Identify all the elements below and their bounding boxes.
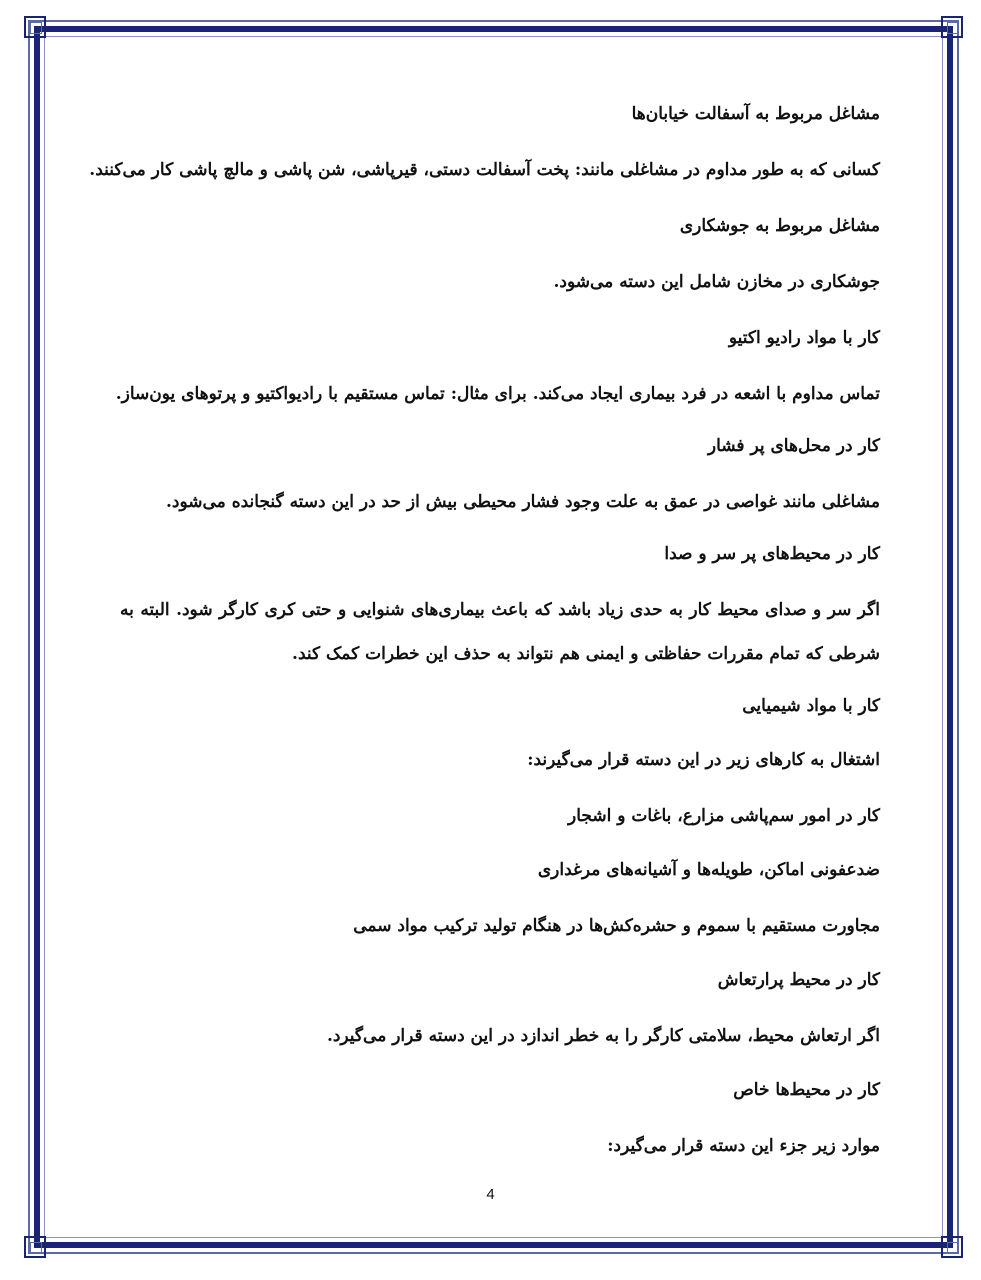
section-heading: کار در محیط‌ها خاص xyxy=(733,1080,880,1100)
section-heading: کار با مواد رادیو اکتیو xyxy=(728,328,880,348)
border-corner-ornament xyxy=(24,1236,46,1258)
body-paragraph: اگر سر و صدای محیط کار به حدی زیاد باشد که باعث بیماری‌های شنوایی و حتی کری کارگر شود. البته به شرطی که تمام مقررات حفاظتی و ایمنی هم نتواند به حذف این خطرات کمک کند. xyxy=(120,600,880,664)
page-number: 4 xyxy=(486,1186,495,1203)
section-heading: کار در محل‌های پر فشار xyxy=(707,436,880,456)
list-item: کار در امور سم‌پاشی مزارع، باغات و اشجار xyxy=(568,806,880,826)
list-item: مجاورت مستقیم با سموم و حشره‌کش‌ها در هنگام تولید ترکیب مواد سمی xyxy=(353,916,880,936)
section-heading: مشاغل مربوط به جوشکاری xyxy=(679,216,880,236)
section-heading: مشاغل مربوط به آسفالت خیابان‌ها xyxy=(631,104,880,124)
body-text: کسانی که به طور مداوم در مشاغلی مانند: پخت آسفالت دستی، قیرپاشی، شن پاشی و مالچ پاشی کار می‌کنند. xyxy=(89,160,880,180)
body-text: تماس مداوم با اشعه در فرد بیماری ایجاد می‌کند. برای مثال: تماس مستقیم با رادیواکتیو و پرتوهای یون‌ساز. xyxy=(115,384,880,404)
section-heading: کار با مواد شیمیایی xyxy=(742,696,880,716)
body-text: جوشکاری در مخازن شامل این دسته می‌شود. xyxy=(553,272,880,292)
body-text: اشتغال به کارهای زیر در این دسته قرار می‌گیرند: xyxy=(527,750,880,770)
body-text: موارد زیر جزء این دسته قرار می‌گیرد: xyxy=(607,1136,880,1156)
section-heading: کار در محیط پرارتعاش xyxy=(717,970,880,990)
border-corner-ornament xyxy=(941,1236,963,1258)
section-heading: کار در محیط‌های پر سر و صدا xyxy=(664,544,880,564)
body-text: اگر ارتعاش محیط، سلامتی کارگر را به خطر اندازد در این دسته قرار می‌گیرد. xyxy=(326,1026,880,1046)
body-text: مشاغلی مانند غواصی در عمق به علت وجود فشار محیطی بیش از حد در این دسته گنجانده می‌شود. xyxy=(166,492,880,512)
border-corner-ornament xyxy=(941,16,963,38)
list-item: ضدعفونی اماکن، طویله‌ها و آشیانه‌های مرغداری xyxy=(537,860,880,880)
border-corner-ornament xyxy=(24,16,46,38)
